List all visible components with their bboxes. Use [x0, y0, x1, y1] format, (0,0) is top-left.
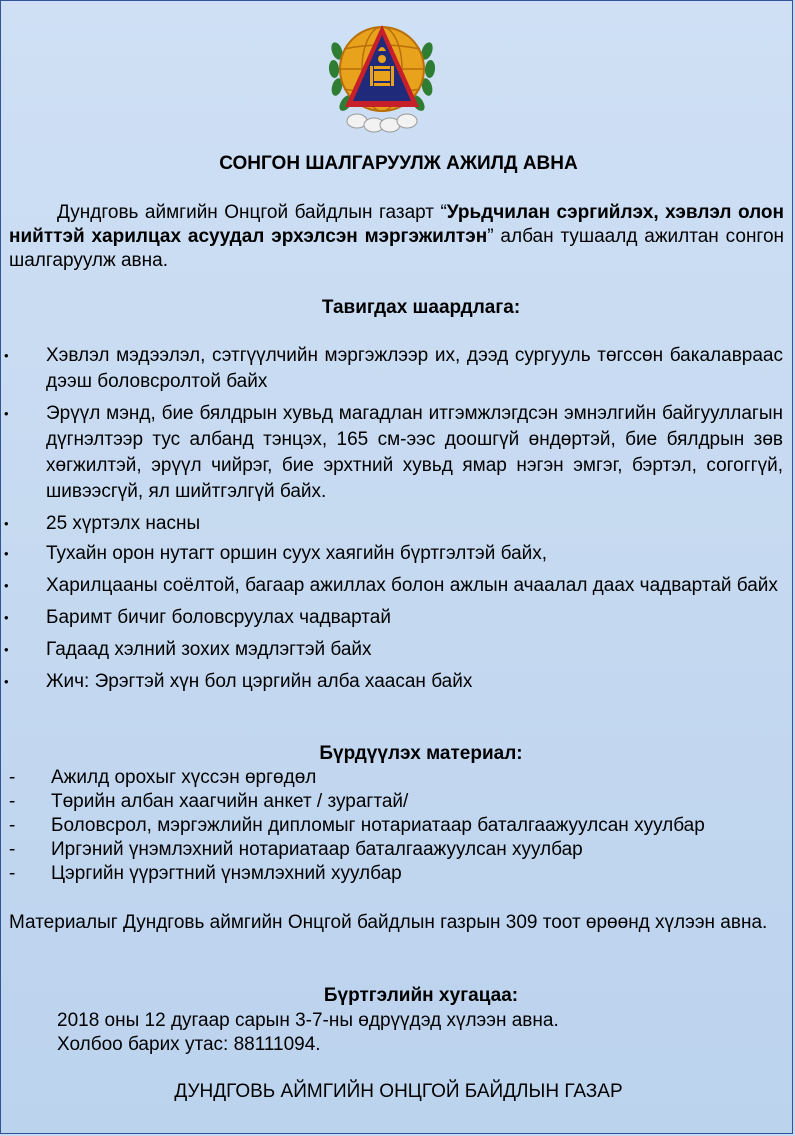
requirement-item: • 25 хүртэлх насны: [1, 511, 783, 537]
emergency-agency-emblem: [327, 11, 437, 139]
material-text: Боловсрол, мэргэжлийн дипломыг нотариатаар баталгаажуулсан хуулбар: [51, 815, 705, 836]
contact-phone: Холбоо барих утас: 88111094.: [57, 1034, 321, 1055]
materials-heading: Бүрдүүлэх материал:: [319, 743, 523, 764]
requirement-item: • Гадаад хэлний зохих мэдлэгтэй байх: [1, 637, 783, 663]
requirement-item: • Хэвлэл мэдээлэл, сэтгүүлчийн мэргэжлээр их, дээд сургууль төгссөн бакалавраас дээш боловсролтой байх: [1, 343, 783, 395]
requirement-item: • Баримт бичиг боловсруулах чадвартай: [1, 605, 783, 631]
dash-marker: -: [9, 791, 16, 812]
materials-list: [1, 766, 795, 886]
material-item: [1, 814, 733, 838]
registration-info: [57, 1009, 559, 1057]
registration-dates: 2018 оны 12 дугаар сарын 3-7-ны өдрүүдэд хүлээн авна.: [57, 1010, 559, 1031]
requirement-item: • Тухайн орон нутагт оршин суух хаягийн бүртгэлтэй байх,: [1, 541, 783, 567]
requirement-item: • Харилцааны соёлтой, багаар ажиллах болон ажлын ачаалал даах чадвартай байх: [1, 573, 783, 599]
dash-marker: -: [9, 863, 16, 884]
intro-paragraph: [9, 201, 784, 273]
intro-text-end: ” албан тушаалд ажилтан сонгон шалгаруулж авна.: [9, 226, 785, 271]
materials-note: Материалыг Дундговь аймгийн Онцгой байдлын газрын 309 тоот өрөөнд хүлээн авна.: [9, 912, 768, 933]
intro-text-start: Дундговь аймгийн Онцгой байдлын газарт “: [57, 202, 447, 223]
organization-footer: ДУНДГОВЬ АЙМГИЙН ОНЦГОЙ БАЙДЛЫН ГАЗАР: [174, 1081, 623, 1102]
dash-marker: -: [9, 839, 16, 860]
material-item: [1, 862, 795, 886]
material-text: Иргэний үнэмлэхний нотариатаар баталгаажуулсан хуулбар: [51, 839, 583, 860]
requirements-list: [1, 343, 795, 695]
material-item: [1, 790, 795, 814]
requirement-item: • Эрүүл мэнд, бие бялдрын хувьд магадлан итгэмжлэгдсэн эмнэлгийн байгууллагын дүгнэлтээр тус албанд тэнцэх, 165 см-ээс доошгүй өндөртэй, бие бялдрын зөв хөгжилтэй, эрүүл чийрэг, бие эрхтний хувьд ямар нэгэн эмгэг, бэртэл, согоггүй, шивээсгүй, ял шийтгэлгүй байх.: [1, 401, 783, 505]
material-text: Төрийн албан хаагчийн анкет / зурагтай/: [51, 791, 409, 812]
position-title: Урьдчилан сэргийлэх, хэвлэл олон нийттэй харилцах асуудал эрхэлсэн мэргэжилтэн: [9, 202, 784, 247]
requirement-item: • Жич: Эрэгтэй хүн бол цэргийн алба хаасан байх: [1, 669, 783, 695]
page-title: СОНГОН ШАЛГАРУУЛЖ АЖИЛД АВНА: [219, 153, 578, 174]
registration-heading: Бүртгэлийн хугацаа:: [323, 985, 519, 1006]
material-item: [1, 838, 795, 862]
requirements-heading: Тавигдах шаардлага:: [321, 297, 521, 318]
dash-marker: -: [9, 767, 16, 788]
material-text: Ажилд орохыг хүссэн өргөдөл: [51, 767, 317, 788]
material-item: [1, 766, 795, 790]
material-text: Цэргийн үүрэгтний үнэмлэхний хуулбар: [51, 863, 402, 884]
dash-marker: -: [9, 815, 16, 836]
